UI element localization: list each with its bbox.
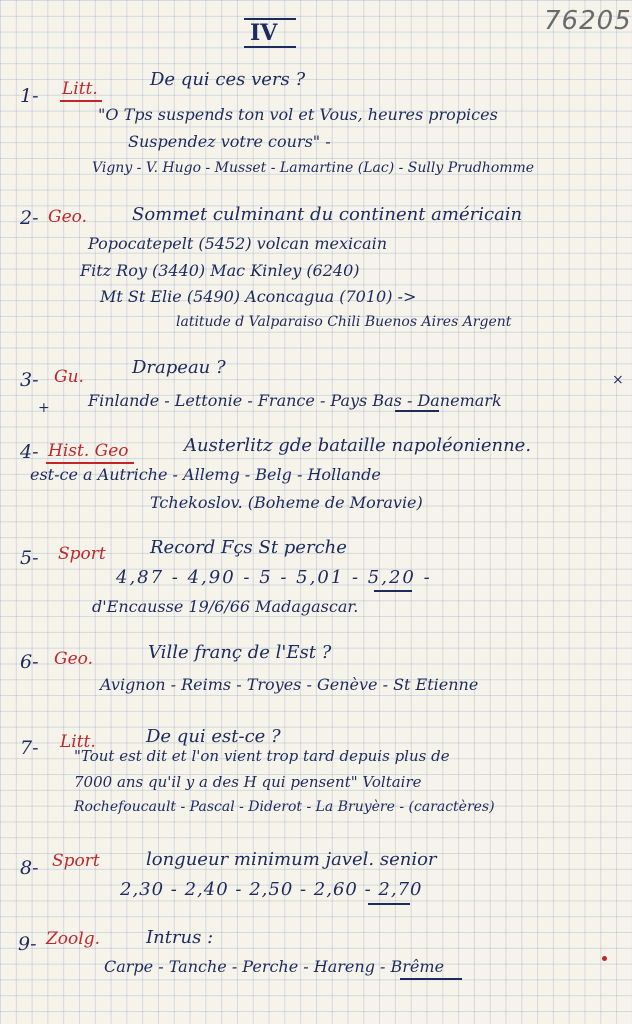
question-number: 8- — [20, 857, 39, 879]
answer-underline — [374, 590, 412, 592]
quote-line-2: 7000 ans qu'il y a des H qui pensent" Voltaire — [74, 773, 422, 791]
question-number: 5- — [20, 547, 39, 569]
question-number: 9- — [18, 933, 37, 955]
question-text: Intrus : — [146, 927, 214, 948]
question-number: 3- — [20, 369, 39, 391]
answer-options: Avignon - Reims - Troyes - Genève - St Etienne — [100, 675, 479, 694]
answer-options: Vigny - V. Hugo - Musset - Lamartine (Lac) - Sully Prudhomme — [92, 160, 535, 176]
question-number: 4- — [20, 441, 39, 463]
answer-options: 2,30 - 2,40 - 2,50 - 2,60 - 2,70 — [120, 879, 423, 900]
answer-underline — [395, 410, 439, 412]
ink-dot — [602, 956, 607, 961]
numeral-overline — [244, 18, 296, 20]
question-text: Record Fçs St perche — [150, 537, 347, 558]
margin-cross-icon: + — [38, 400, 50, 416]
question-text: De qui est-ce ? — [146, 726, 281, 747]
category-underline — [46, 462, 134, 464]
category-label: Sport — [52, 851, 100, 871]
info-line-1: Popocatepelt (5452) volcan mexicain — [88, 234, 388, 253]
answer-options: 4,87 - 4,90 - 5 - 5,01 - 5,20 - — [116, 567, 432, 588]
info-line-4: latitude d Valparaiso Chili Buenos Aires Argent — [176, 314, 512, 330]
category-label: Geo. — [48, 207, 87, 227]
category-label: Litt. — [60, 732, 96, 752]
category-label: Sport — [58, 544, 106, 564]
info-line-2: Fitz Roy (3440) Mac Kinley (6240) — [80, 261, 360, 280]
question-number: 7- — [20, 737, 39, 759]
category-label: Hist. Geo — [48, 441, 129, 461]
answer-options: Finlande - Lettonie - France - Pays Bas - Danemark — [88, 391, 502, 410]
category-label: Geo. — [54, 649, 93, 669]
question-text: Sommet culminant du continent américain — [132, 204, 523, 225]
answer-options: Carpe - Tanche - Perche - Hareng - Brême — [104, 957, 445, 976]
question-number: 2- — [20, 207, 39, 229]
margin-mark-icon: × — [612, 372, 624, 388]
answer-options: est-ce a Autriche - Allemg - Belg - Hollande — [30, 465, 381, 484]
info-line-3: Mt St Elie (5490) Aconcagua (7010) -> — [100, 287, 417, 306]
question-text: Ville franç de l'Est ? — [148, 642, 332, 663]
answer-options-2: Tchekoslov. (Boheme de Moravie) — [150, 493, 423, 512]
category-underline — [60, 100, 102, 102]
quote-line-1: "Tout est dit et l'on vient trop tard depuis plus de — [74, 747, 450, 765]
answer-options: Rochefoucault - Pascal - Diderot - La Bruyère - (caractères) — [74, 799, 495, 815]
quote-line-1: "O Tps suspends ton vol et Vous, heures propices — [98, 105, 498, 124]
category-label: Gu. — [54, 367, 84, 387]
archive-number: 76205 — [544, 6, 632, 36]
question-text: Drapeau ? — [132, 357, 226, 378]
question-number: 1- — [20, 85, 39, 107]
answer-underline — [400, 978, 462, 980]
question-text: De qui ces vers ? — [150, 69, 306, 90]
question-text: Austerlitz gde bataille napoléonienne. — [184, 435, 532, 456]
section-numeral: IV — [250, 20, 278, 46]
numeral-underline — [244, 46, 296, 48]
answer-underline — [368, 903, 410, 905]
question-number: 6- — [20, 651, 39, 673]
category-label: Litt. — [62, 79, 98, 99]
question-text: longueur minimum javel. senior — [146, 849, 437, 870]
category-label: Zoolg. — [46, 929, 101, 949]
answer-note: d'Encausse 19/6/66 Madagascar. — [92, 597, 359, 616]
quote-line-2: Suspendez votre cours" - — [128, 132, 331, 151]
